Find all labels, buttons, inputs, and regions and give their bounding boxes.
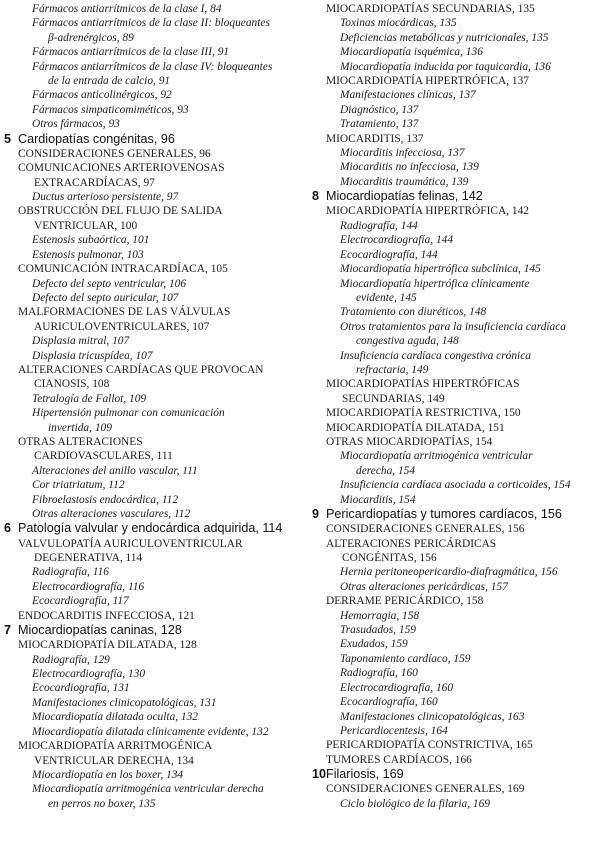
toc-section-entry: CONSIDERACIONES GENERALES, 96	[18, 147, 211, 160]
toc-subsection-entry: Ecocardiografía, 117	[32, 595, 129, 608]
toc-subsection-entry: Miocardiopatía hipertrófica subclínica, 145	[340, 263, 541, 276]
toc-subsection-entry: Otras alteraciones pericárdicas, 157	[340, 580, 508, 593]
toc-subsection-entry: Taponamiento cardíaco, 159	[340, 652, 471, 665]
toc-subsection-entry: Trasudados, 159	[340, 624, 416, 637]
toc-section-entry: OTRAS ALTERACIONES	[18, 435, 143, 448]
toc-right-column	[312, 2, 598, 811]
toc-section-entry: MIOCARDIOPATÍAS HIPERTRÓFICAS	[326, 378, 520, 391]
toc-section-entry: COMUNICACIONES ARTERIOVENOSAS	[18, 162, 225, 175]
chapter-number: 7	[4, 623, 12, 638]
toc-subsection-entry: Defecto del septo ventricular, 106	[32, 277, 187, 290]
toc-subsection-entry: congestiva aguda, 148	[356, 335, 459, 348]
toc-subsection-entry: Radiografía, 144	[340, 219, 418, 232]
chapter-title: Patología valvular y endocárdica adquirida, 114	[18, 521, 283, 536]
toc-subsection-entry: Estenosis subaórtica, 101	[32, 234, 150, 247]
toc-subsection-entry: Pericardiocentesis, 164	[340, 724, 448, 737]
toc-subsection-entry: invertida, 109	[48, 421, 112, 434]
toc-section-entry: MIOCARDIOPATÍA ARRITMOGÉNICA	[18, 740, 213, 753]
toc-section-entry: MIOCARDIOPATÍA HIPERTRÓFICA, 137	[326, 75, 529, 88]
toc-subsection-entry: Electrocardiografía, 160	[340, 681, 454, 694]
toc-subsection-entry: Miocarditis infecciosa, 137	[340, 147, 465, 160]
toc-subsection-entry: Tetralogía de Fallot, 109	[32, 392, 147, 405]
toc-subsection-entry: Ecocardiografía, 160	[340, 696, 438, 709]
chapter-heading	[312, 767, 598, 782]
chapter-number: 9	[312, 507, 320, 522]
toc-section-entry: VALVULOPATÍA AURICULOVENTRICULAR	[18, 537, 243, 550]
toc-subsection-entry: Miocardiopatía arritmogénica ventricular	[340, 450, 533, 463]
toc-section-entry: MIOCARDIOPATÍAS SECUNDARIAS, 135	[326, 3, 535, 15]
toc-subsection-entry: de la entrada de calcio, 91	[48, 75, 171, 88]
toc-subsection-entry: Otros tratamientos para la insuficiencia cardíaca	[340, 320, 567, 333]
toc-subsection-entry: Tratamiento, 137	[340, 118, 419, 131]
chapter-title: Miocardiopatías caninas, 128	[18, 623, 182, 638]
chapter-title: Pericardiopatías y tumores cardíacos, 156	[326, 507, 562, 522]
toc-subsection-entry: Electrocardiografía, 144	[340, 234, 454, 247]
toc-subsection-entry: Estenosis pulmonar, 103	[32, 248, 144, 261]
toc-subsection-entry: Miocarditis, 154	[340, 493, 416, 506]
toc-section-entry: MIOCARDIOPATÍA DILATADA, 128	[18, 639, 197, 652]
toc-section-entry: EXTRACARDÍACAS, 97	[34, 176, 155, 189]
toc-section-entry: PERICARDIOPATÍA CONSTRICTIVA, 165	[326, 739, 533, 752]
toc-subsection-entry: Manifestaciones clinicopatológicas, 131	[32, 696, 217, 709]
toc-subsection-entry: Fármacos anticolinérgicos, 92	[32, 89, 172, 102]
chapter-heading	[4, 132, 296, 147]
toc-subsection-entry: Manifestaciones clinicopatológicas, 163	[340, 710, 525, 723]
toc-section-entry: SECUNDARIAS, 149	[342, 392, 445, 405]
toc-subsection-entry: Miocardiopatía en los boxer, 134	[32, 768, 184, 781]
chapter-heading	[4, 521, 296, 536]
toc-subsection-entry: Hernia peritoneopericardio-diafragmática, 156	[340, 566, 558, 579]
chapter-title: Miocardiopatías felinas, 142	[326, 189, 483, 204]
toc-subsection-entry: Otras alteraciones vasculares, 112	[32, 508, 191, 521]
toc-subsection-entry: Tratamiento con diuréticos, 148	[340, 306, 487, 319]
toc-subsection-entry: Ciclo biológico de la filaria, 169	[340, 797, 490, 810]
toc-subsection-entry: Diagnóstico, 137	[340, 103, 419, 116]
toc-section-entry: MIOCARDIOPATÍA DILATADA, 151	[326, 421, 505, 434]
toc-section-entry: MALFORMACIONES DE LAS VÁLVULAS	[18, 306, 231, 319]
toc-subsection-entry: refractaria, 149	[356, 363, 429, 376]
toc-section-entry: MIOCARDIOPATÍA HIPERTRÓFICA, 142	[326, 205, 529, 218]
toc-subsection-entry: Electrocardiografía, 130	[32, 668, 146, 681]
toc-subsection-entry: Miocardiopatía isquémica, 136	[340, 46, 483, 59]
chapter-heading	[312, 507, 598, 522]
toc-section-entry: MIOCARDIOPATÍA RESTRICTIVA, 150	[326, 407, 521, 420]
toc-subsection-entry: Fármacos antiarrítmicos de la clase IV: bloqueantes	[32, 60, 273, 73]
toc-subsection-entry: Miocardiopatía hipertrófica clínicamente	[340, 277, 530, 290]
toc-subsection-entry: Otros fármacos, 93	[32, 118, 120, 131]
toc-section-entry: CONGÉNITAS, 156	[342, 552, 437, 565]
toc-section-entry: AURICULOVENTRICULARES, 107	[34, 320, 210, 333]
chapter-title: Filariosis, 169	[326, 767, 404, 782]
toc-subsection-entry: Exudados, 159	[340, 638, 408, 651]
toc-subsection-entry: Fármacos antiarrítmicos de la clase II: bloqueantes	[32, 17, 270, 30]
toc-subsection-entry: Insuficiencia cardíaca asociada a corticoides, 154	[340, 479, 571, 492]
toc-subsection-entry: Alteraciones del anillo vascular, 111	[32, 464, 198, 477]
toc-section-entry: OBSTRUCCIÓN DEL FLUJO DE SALIDA	[18, 205, 223, 218]
toc-subsection-entry: Radiografía, 160	[340, 667, 418, 680]
toc-subsection-entry: Ductus arterioso persistente, 97	[32, 191, 179, 204]
toc-subsection-entry: Fibroelastosis endocárdica, 112	[32, 493, 179, 506]
toc-section-entry: OTRAS MIOCARDIOPATÍAS, 154	[326, 435, 493, 448]
toc-subsection-entry: Miocardiopatía arritmogénica ventricular derecha	[32, 783, 264, 796]
toc-subsection-entry: Toxinas miocárdicas, 135	[340, 17, 457, 30]
toc-section-entry: CONSIDERACIONES GENERALES, 156	[326, 523, 525, 536]
toc-subsection-entry: Fármacos antiarrítmicos de la clase I, 84	[32, 3, 222, 15]
toc-section-entry: VENTRICULAR DERECHA, 134	[34, 754, 194, 767]
toc-subsection-entry: Radiografía, 116	[32, 566, 109, 579]
toc-subsection-entry: Electrocardiografía, 116	[32, 580, 145, 593]
toc-section-entry: ALTERACIONES PERICÁRDICAS	[326, 537, 497, 550]
toc-subsection-entry: Miocardiopatía inducida por taquicardia, 136	[340, 60, 551, 73]
toc-section-entry: DEGENERATIVA, 114	[34, 552, 143, 565]
toc-section-entry: CONSIDERACIONES GENERALES, 169	[326, 783, 525, 796]
chapter-number: 5	[4, 131, 12, 146]
toc-subsection-entry: derecha, 154	[356, 464, 416, 477]
toc-subsection-entry: Manifestaciones clínicas, 137	[340, 89, 476, 102]
toc-subsection-entry: Radiografía, 129	[32, 653, 110, 666]
chapter-number: 8	[312, 189, 320, 204]
toc-section-entry: ALTERACIONES CARDÍACAS QUE PROVOCAN	[18, 363, 264, 376]
toc-subsection-entry: Miocardiopatía dilatada clínicamente evidente, 132	[32, 725, 269, 738]
toc-subsection-entry: Insuficiencia cardíaca congestiva crónica	[340, 349, 531, 362]
toc-subsection-entry: Cor triatriatum, 112	[32, 479, 125, 492]
toc-subsection-entry: Miocardiopatía dilatada oculta, 132	[32, 711, 198, 724]
chapter-heading	[312, 189, 598, 204]
toc-section-entry: ENDOCARDITIS INFECCIOSA, 121	[18, 609, 195, 622]
toc-subsection-entry: Displasia tricuspídea, 107	[32, 349, 153, 362]
toc-section-entry: CIANOSIS, 108	[34, 378, 110, 391]
toc-subsection-entry: Ecocardiografía, 131	[32, 682, 130, 695]
toc-section-entry: DERRAME PERICÁRDICO, 158	[326, 595, 484, 608]
chapter-heading	[4, 623, 296, 638]
toc-section-entry: VENTRICULAR, 100	[34, 219, 138, 232]
toc-subsection-entry: Fármacos antiarrítmicos de la clase III, 91	[32, 46, 230, 59]
toc-subsection-entry: β-adrenérgicos, 89	[48, 31, 134, 44]
toc-subsection-entry: Fármacos simpaticomiméticos, 93	[32, 103, 189, 116]
toc-section-entry: TUMORES CARDÍACOS, 166	[326, 753, 472, 766]
toc-subsection-entry: Ecocardiografía, 144	[340, 248, 438, 261]
toc-subsection-entry: Displasia mitral, 107	[32, 335, 130, 348]
toc-subsection-entry: Miocarditis no infecciosa, 139	[340, 161, 479, 174]
toc-section-entry: MIOCARDITIS, 137	[326, 132, 424, 145]
toc-section-entry: CARDIOVASCULARES, 111	[34, 450, 173, 463]
toc-subsection-entry: Defecto del septo auricular, 107	[32, 291, 179, 304]
toc-subsection-entry: Deficiencias metabólicas y nutricionales, 135	[340, 31, 549, 44]
toc-subsection-entry: en perros no boxer, 135	[48, 797, 156, 810]
toc-left-column	[4, 2, 296, 811]
toc-subsection-entry: Hemorragia, 158	[340, 609, 420, 622]
chapter-title: Cardiopatías congénitas, 96	[18, 131, 175, 146]
toc-subsection-entry: evidente, 145	[356, 291, 417, 304]
toc-subsection-entry: Miocarditis traumática, 139	[340, 175, 469, 188]
toc-subsection-entry: Hipertensión pulmonar con comunicación	[32, 407, 225, 420]
chapter-number: 6	[4, 521, 12, 536]
toc-section-entry: COMUNICACIÓN INTRACARDÍACA, 105	[18, 263, 228, 276]
chapter-number: 10	[312, 767, 327, 782]
